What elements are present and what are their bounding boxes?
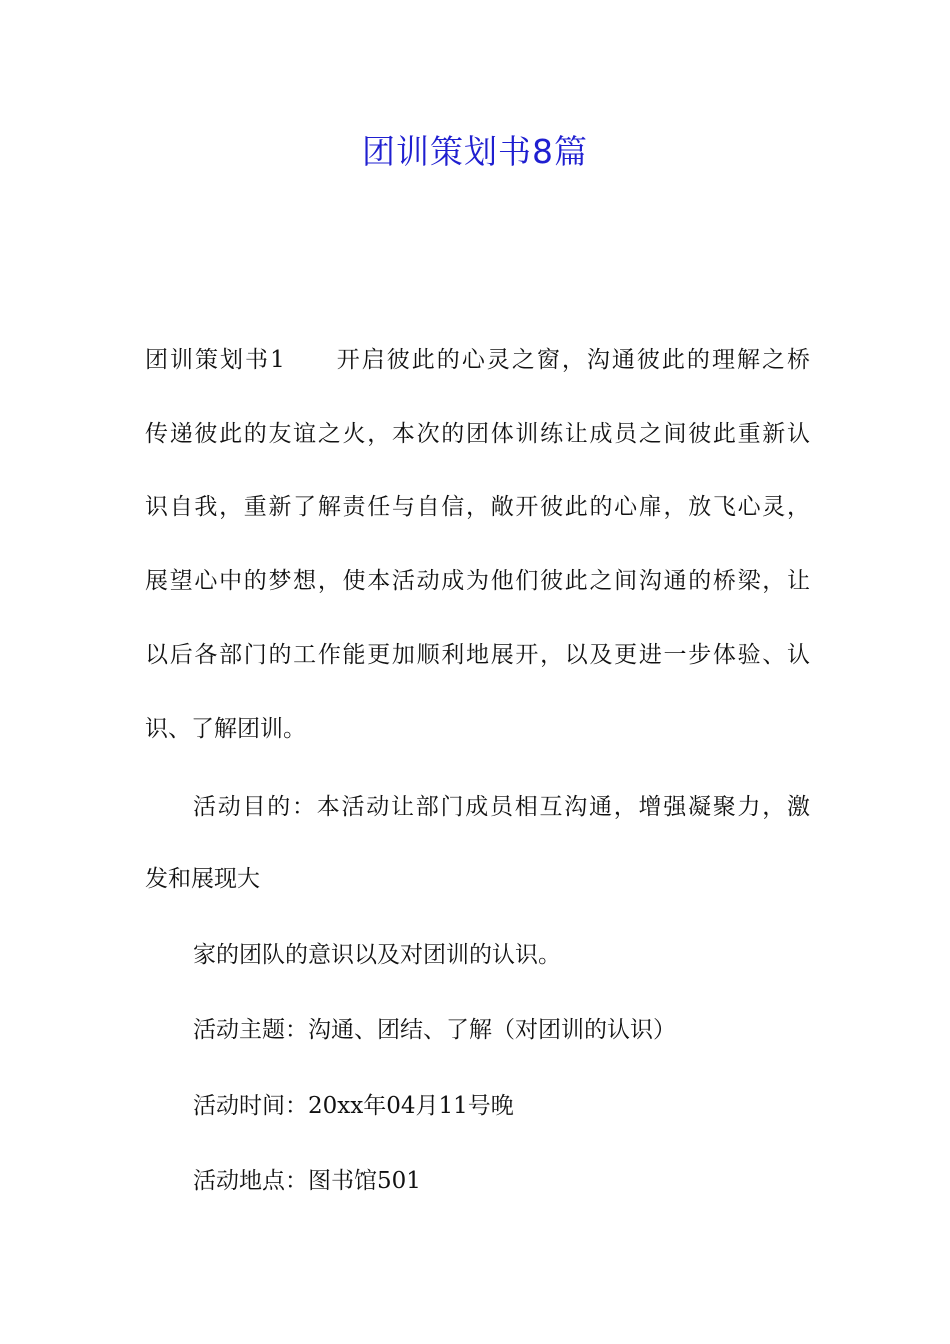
paragraph-line: 识、了解团训。 xyxy=(145,716,306,742)
paragraph-line: 活动地点：图书馆501 xyxy=(193,1168,421,1194)
paragraph-line: 识自我，重新了解责任与自信，敞开彼此的心扉，放飞心灵， xyxy=(145,494,810,520)
paragraph-line: 展望心中的梦想，使本活动成为他们彼此之间沟通的桥梁，让 xyxy=(145,568,810,594)
document-title: 团训策划书8篇 xyxy=(362,132,588,171)
paragraph-line: 活动目的：本活动让部门成员相互沟通，增强凝聚力，激 xyxy=(193,794,810,820)
paragraph-line: 活动主题：沟通、团结、了解（对团训的认识） xyxy=(193,1017,676,1043)
paragraph-line: 以后各部门的工作能更加顺利地展开，以及更进一步体验、认 xyxy=(145,642,810,668)
paragraph-line: 活动时间：20xx年04月11号晚 xyxy=(193,1093,514,1119)
paragraph-line: 传递彼此的友谊之火，本次的团体训练让成员之间彼此重新认 xyxy=(145,421,810,447)
paragraph-line: 发和展现大 xyxy=(145,866,260,892)
paragraph-line: 团训策划书1 开启彼此的心灵之窗，沟通彼此的理解之桥 xyxy=(145,347,810,373)
paragraph-line: 家的团队的意识以及对团训的认识。 xyxy=(193,942,561,968)
